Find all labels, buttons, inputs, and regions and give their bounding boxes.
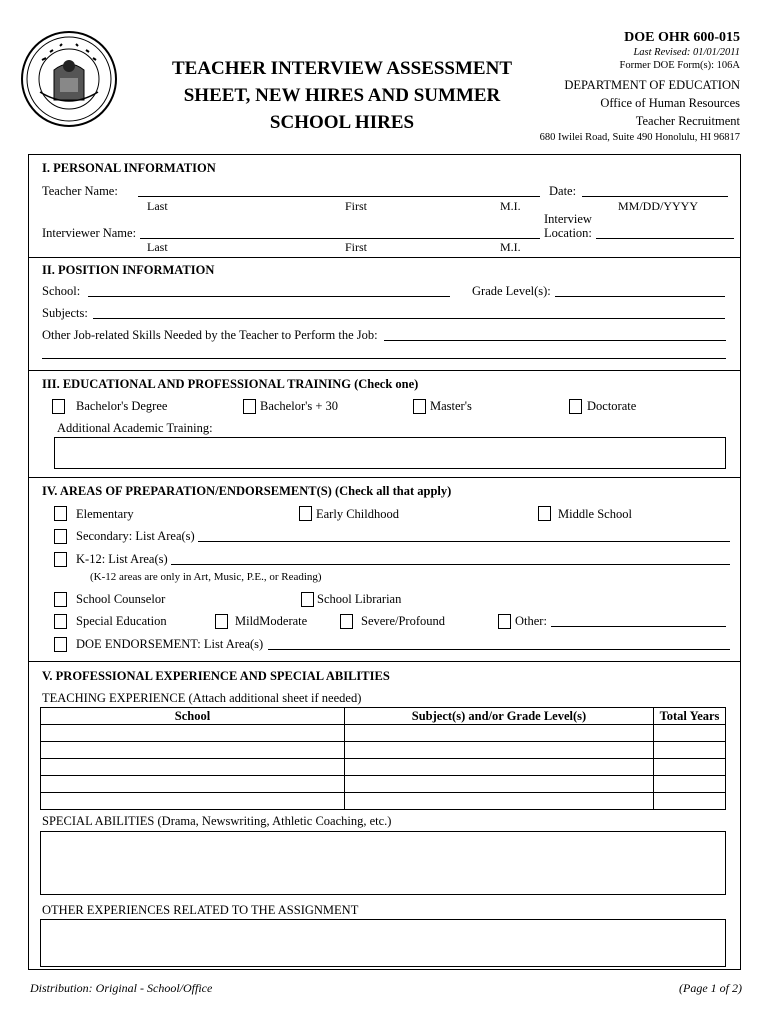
- distribution-note: Distribution: Original - School/Office: [30, 981, 213, 995]
- date-field[interactable]: [582, 196, 728, 197]
- teacher-name-field[interactable]: [138, 196, 540, 197]
- grade-level-label: Grade Level(s):: [472, 284, 551, 298]
- table-cell[interactable]: [41, 776, 345, 793]
- page-title: [130, 55, 554, 136]
- doe-endorsement-label: DOE ENDORSEMENT: List Area(s): [76, 637, 264, 651]
- table-cell[interactable]: [654, 793, 726, 810]
- librarian-checkbox[interactable]: [301, 592, 314, 607]
- interviewer-last-caption: Last: [147, 240, 168, 254]
- section-personal-heading: I. PERSONAL INFORMATION: [42, 161, 216, 175]
- secondary-label: Secondary: List Area(s): [76, 529, 195, 543]
- section-position-heading: II. POSITION INFORMATION: [42, 263, 215, 277]
- school-field[interactable]: [88, 296, 450, 297]
- secondary-field[interactable]: [198, 541, 730, 542]
- masters-label: Master's: [430, 399, 472, 413]
- divider: [28, 477, 741, 478]
- last-revised: Last Revised: 01/01/2011: [633, 47, 740, 58]
- k12-note: (K-12 areas are only in Art, Music, P.E., or Reading): [90, 571, 322, 583]
- severe-profound-label: Severe/Profound: [361, 614, 446, 628]
- additional-training-label: Additional Academic Training:: [57, 421, 213, 435]
- elementary-label: Elementary: [76, 507, 134, 521]
- k12-field[interactable]: [171, 564, 730, 565]
- interviewer-name-field[interactable]: [140, 238, 540, 239]
- other-skills-field[interactable]: [384, 340, 726, 341]
- teacher-name-label: Teacher Name:: [42, 184, 118, 198]
- col-subjects-header: Subject(s) and/or Grade Level(s): [345, 708, 654, 725]
- bachelors-plus-30-checkbox[interactable]: [243, 399, 256, 414]
- interview-label: Interview: [544, 212, 592, 226]
- early-childhood-label: Early Childhood: [316, 507, 399, 521]
- divider: [28, 370, 741, 371]
- interviewer-first-caption: First: [345, 240, 368, 254]
- other-skills-field-line2[interactable]: [42, 358, 726, 359]
- page-number: (Page 1 of 2): [679, 981, 742, 995]
- other-skills-label: Other Job-related Skills Needed by the Teacher to Perform the Job:: [42, 328, 378, 342]
- other-experiences-label: OTHER EXPERIENCES RELATED TO THE ASSIGNMENT: [42, 903, 359, 917]
- doe-endorsement-field[interactable]: [268, 649, 730, 650]
- section-education-heading: III. EDUCATIONAL AND PROFESSIONAL TRAINING (Check one): [42, 377, 419, 391]
- mild-moderate-label: MildModerate: [235, 614, 308, 628]
- page-title-line2: SHEET, NEW HIRES AND SUMMER: [183, 85, 501, 106]
- teaching-experience-label: TEACHING EXPERIENCE (Attach additional sheet if needed): [42, 691, 362, 705]
- special-abilities-label: SPECIAL ABILITIES (Drama, Newswriting, Athletic Coaching, etc.): [42, 814, 392, 828]
- interviewer-name-label: Interviewer Name:: [42, 226, 137, 240]
- teacher-mi-caption: M.I.: [500, 199, 521, 213]
- office-name: Office of Human Resources: [600, 96, 740, 110]
- table-row: [41, 742, 726, 759]
- section-experience-heading: V. PROFESSIONAL EXPERIENCE AND SPECIAL ABILITIES: [42, 669, 390, 683]
- elementary-checkbox[interactable]: [54, 506, 67, 521]
- doctorate-checkbox[interactable]: [569, 399, 582, 414]
- subjects-field[interactable]: [93, 318, 725, 319]
- k12-label: K-12: List Area(s): [76, 552, 168, 566]
- divider: [28, 661, 741, 662]
- location-label: Location:: [544, 226, 592, 240]
- k12-checkbox[interactable]: [54, 552, 67, 567]
- table-cell[interactable]: [41, 742, 345, 759]
- masters-checkbox[interactable]: [413, 399, 426, 414]
- middle-school-label: Middle School: [558, 507, 632, 521]
- table-cell[interactable]: [345, 793, 654, 810]
- table-cell[interactable]: [41, 725, 345, 742]
- sped-label: Special Education: [76, 614, 167, 628]
- table-cell[interactable]: [654, 776, 726, 793]
- interviewer-mi-caption: M.I.: [500, 240, 521, 254]
- table-cell[interactable]: [345, 776, 654, 793]
- bachelors-plus-30-label: Bachelor's + 30: [260, 399, 339, 413]
- table-row: [41, 759, 726, 776]
- middle-school-checkbox[interactable]: [538, 506, 551, 521]
- sped-checkbox[interactable]: [54, 614, 67, 629]
- location-field[interactable]: [596, 238, 734, 239]
- bachelors-checkbox[interactable]: [52, 399, 65, 414]
- table-cell[interactable]: [345, 759, 654, 776]
- other-area-field[interactable]: [551, 626, 726, 627]
- teacher-first-caption: First: [345, 199, 368, 213]
- librarian-label: School Librarian: [317, 592, 402, 606]
- department-name: DEPARTMENT OF EDUCATION: [564, 78, 740, 92]
- teacher-last-caption: Last: [147, 199, 168, 213]
- additional-training-field[interactable]: [54, 437, 726, 469]
- col-school-header: School: [41, 708, 345, 725]
- state-seal-icon: [20, 30, 118, 128]
- section-areas-heading: IV. AREAS OF PREPARATION/ENDORSEMENT(S) (Check all that apply): [42, 484, 452, 498]
- counselor-label: School Counselor: [76, 592, 166, 606]
- table-row: [41, 725, 726, 742]
- other-area-checkbox[interactable]: [498, 614, 511, 629]
- mild-moderate-checkbox[interactable]: [215, 614, 228, 629]
- divider: [28, 257, 741, 258]
- special-abilities-field[interactable]: [40, 831, 726, 895]
- counselor-checkbox[interactable]: [54, 592, 67, 607]
- teaching-experience-table: [40, 707, 726, 810]
- table-cell[interactable]: [654, 742, 726, 759]
- secondary-checkbox[interactable]: [54, 529, 67, 544]
- subjects-label: Subjects:: [42, 306, 88, 320]
- table-cell[interactable]: [654, 759, 726, 776]
- page-title-line3: SCHOOL HIRES: [269, 112, 415, 133]
- former-forms: Former DOE Form(s): 106A: [619, 60, 740, 71]
- other-area-label: Other:: [515, 614, 547, 628]
- date-format-caption: MM/DD/YYYY: [618, 199, 699, 213]
- table-cell[interactable]: [345, 725, 654, 742]
- page-title-line1: TEACHER INTERVIEW ASSESSMENT: [171, 58, 513, 79]
- table-row: [41, 776, 726, 793]
- office-address: 680 Iwilei Road, Suite 490 Honolulu, HI 96817: [539, 132, 740, 143]
- table-cell[interactable]: [654, 725, 726, 742]
- doctorate-label: Doctorate: [587, 399, 637, 413]
- col-years-header: Total Years: [654, 708, 726, 725]
- form-number: DOE OHR 600-015: [624, 30, 740, 45]
- table-cell[interactable]: [41, 759, 345, 776]
- table-header-row: [41, 708, 726, 725]
- date-label: Date:: [549, 184, 577, 198]
- severe-profound-checkbox[interactable]: [340, 614, 353, 629]
- other-experiences-field[interactable]: [40, 919, 726, 967]
- unit-name: Teacher Recruitment: [635, 114, 740, 128]
- table-cell[interactable]: [41, 793, 345, 810]
- early-childhood-checkbox[interactable]: [299, 506, 312, 521]
- table-row: [41, 793, 726, 810]
- grade-level-field[interactable]: [555, 296, 725, 297]
- school-label: School:: [42, 284, 81, 298]
- bachelors-label: Bachelor's Degree: [76, 399, 168, 413]
- table-cell[interactable]: [345, 742, 654, 759]
- doe-endorsement-checkbox[interactable]: [54, 637, 67, 652]
